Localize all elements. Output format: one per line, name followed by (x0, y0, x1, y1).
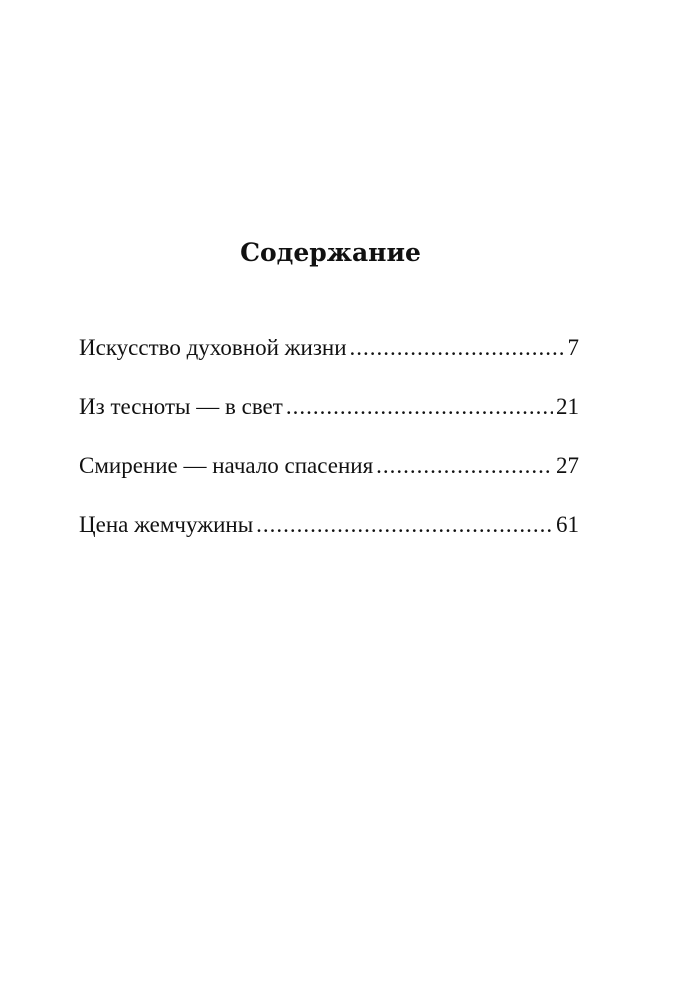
toc-entry (79, 510, 579, 569)
toc-page-number: 27 (556, 453, 579, 478)
toc-page-number: 21 (556, 394, 579, 419)
toc-entry-title: Искусство духовной жизни (79, 335, 347, 360)
toc-entry-title: Из тесноты — в свет (79, 394, 283, 419)
toc-entry-title: Цена жемчужины (79, 512, 254, 537)
toc-dot-leader (286, 392, 553, 422)
toc-page-number: 61 (556, 512, 579, 537)
table-of-contents (79, 333, 579, 569)
toc-dot-leader (376, 451, 553, 481)
toc-entry-title: Смирение — начало спасения (79, 453, 374, 478)
toc-entry (79, 451, 579, 510)
toc-entry (79, 392, 579, 451)
toc-title: Содержание (240, 238, 421, 267)
toc-page-number: 7 (567, 335, 579, 360)
toc-dot-leader (350, 333, 565, 363)
toc-entry (79, 333, 579, 392)
toc-dot-leader (256, 510, 553, 540)
